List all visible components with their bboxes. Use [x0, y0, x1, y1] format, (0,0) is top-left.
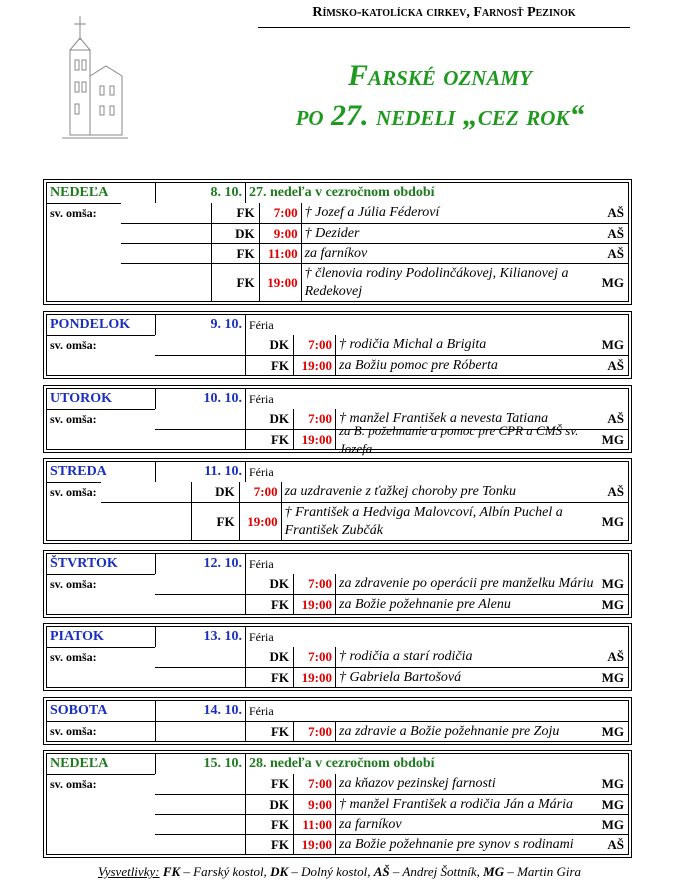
- mass-label: sv. omša:: [50, 485, 97, 499]
- day-name: NEDEĽA: [50, 185, 109, 200]
- mass-priest: MG: [601, 337, 624, 352]
- legend-as-text: – Andrej Šottník,: [389, 864, 484, 879]
- mass-row: [121, 203, 628, 223]
- day-name: PIATOK: [50, 629, 104, 644]
- day-date: 9. 10.: [210, 317, 242, 332]
- mass-row: [155, 422, 628, 456]
- mass-intention: za Božiu pomoc pre Róberta: [339, 357, 498, 373]
- day-note: Féria: [249, 464, 274, 479]
- mass-time: 19:00: [301, 669, 332, 685]
- mass-place: FK: [236, 245, 255, 261]
- mass-time: 7:00: [308, 337, 332, 352]
- mass-priest: MG: [601, 796, 624, 812]
- day-note: Féria: [249, 391, 274, 406]
- legend: [0, 864, 679, 880]
- mass-time: 19:00: [301, 431, 332, 447]
- day-date: 15. 10.: [203, 756, 242, 771]
- day-header-row: [47, 315, 628, 335]
- mass-group: [47, 335, 628, 375]
- mass-row: [155, 814, 628, 834]
- mass-time: 11:00: [267, 245, 298, 261]
- mass-place: FK: [270, 596, 289, 612]
- day-note: Féria: [249, 556, 274, 571]
- legend-mg: MG: [483, 864, 505, 879]
- mass-place: FK: [270, 776, 289, 791]
- day-header-row: [47, 183, 628, 203]
- day-block-wednesday: [43, 458, 632, 544]
- legend-as: AŠ: [373, 864, 390, 879]
- mass-priest: AŠ: [607, 205, 624, 220]
- mass-row: [155, 574, 628, 594]
- mass-place: DK: [269, 796, 289, 812]
- mass-priest: MG: [601, 723, 624, 739]
- day-header-row: [47, 554, 628, 574]
- mass-time: 7:00: [253, 484, 278, 499]
- day-note: Féria: [249, 629, 274, 644]
- mass-time: 19:00: [301, 596, 332, 612]
- mass-intention: za uzdravenie z ťažkej choroby pre Tonku: [284, 484, 517, 499]
- mass-intention: za farníkov: [339, 816, 402, 832]
- mass-priest: AŠ: [607, 836, 624, 852]
- mass-time: 7:00: [308, 776, 332, 791]
- legend-fk-text: – Farský kostol,: [180, 864, 271, 879]
- mass-intention: za kňazov pezinskej farnosti: [339, 776, 496, 791]
- day-name: UTOROK: [50, 391, 112, 406]
- mass-label: sv. omša:: [50, 777, 97, 791]
- day-block-saturday: [43, 697, 632, 745]
- mass-place: DK: [269, 576, 289, 591]
- church-tower-icon: [60, 10, 130, 145]
- mass-time: 9:00: [308, 796, 332, 812]
- mass-priest: MG: [601, 816, 624, 832]
- day-name: SOBOTA: [50, 703, 108, 718]
- mass-priest: AŠ: [607, 649, 624, 664]
- mass-row: [47, 721, 628, 741]
- mass-intention: † manžel František a rodičia Ján a Mária: [339, 796, 573, 812]
- day-header-row: [47, 701, 628, 721]
- mass-row: [155, 667, 628, 687]
- mass-row: [121, 243, 628, 263]
- mass-priest: MG: [601, 669, 624, 685]
- mass-row: [155, 647, 628, 667]
- mass-priest: AŠ: [607, 484, 624, 499]
- mass-place: FK: [270, 669, 289, 685]
- day-header-row: [47, 389, 628, 409]
- day-name: ŠTVRTOK: [50, 556, 118, 571]
- mass-time: 7:00: [308, 649, 332, 664]
- mass-priest: MG: [601, 513, 624, 529]
- mass-row: [155, 594, 628, 614]
- mass-time: 9:00: [273, 225, 298, 241]
- mass-place: DK: [269, 337, 289, 352]
- mass-time: 7:00: [308, 576, 332, 591]
- day-note: Féria: [249, 317, 274, 332]
- mass-intention: za Božie požehnanie pre synov s rodinami: [339, 836, 574, 852]
- day-date: 10. 10.: [203, 391, 242, 406]
- mass-group: [47, 574, 628, 614]
- mass-intention: za Božie požehnanie pre Alenu: [339, 596, 511, 612]
- mass-row: [121, 263, 628, 301]
- mass-priest: MG: [601, 431, 624, 447]
- mass-place: FK: [236, 274, 255, 290]
- mass-place: DK: [269, 411, 289, 426]
- legend-fk: FK: [162, 864, 181, 879]
- mass-group: [47, 774, 628, 854]
- day-block-tuesday: [43, 385, 632, 456]
- day-date: 11. 10.: [204, 464, 242, 479]
- legend-label: Vysvetlivky:: [97, 864, 160, 879]
- mass-intention: † členovia rodiny Podolinčákovej, Kilianovej a Redekovej: [304, 265, 569, 299]
- mass-row: [155, 774, 628, 794]
- mass-priest: MG: [601, 274, 624, 290]
- mass-place: FK: [236, 205, 255, 220]
- parish-name: Rímsko-katolícka cirkev, Farnosť Pezinok: [312, 5, 576, 20]
- day-date: 14. 10.: [203, 703, 242, 718]
- mass-row: [155, 335, 628, 355]
- day-header-row: [47, 627, 628, 647]
- mass-time: 19:00: [267, 274, 298, 290]
- mass-place: FK: [270, 723, 289, 739]
- mass-intention: † Jozef a Júlia Féderoví: [304, 205, 440, 220]
- mass-label: sv. omša:: [50, 650, 97, 664]
- day-block-sunday-15: [43, 750, 632, 858]
- mass-time: 11:00: [302, 816, 332, 832]
- day-name: NEDEĽA: [50, 756, 109, 771]
- day-note: 27. nedeľa v cezročnom období: [249, 185, 435, 200]
- mass-intention: za zdravie a Božie požehnanie pre Zoju: [339, 723, 560, 739]
- legend-mg-text: – Martin Gira: [504, 864, 582, 879]
- mass-row: [155, 355, 628, 375]
- legend-dk-text: – Dolný kostol,: [288, 864, 374, 879]
- legend-dk: DK: [270, 864, 289, 879]
- mass-row: [101, 502, 628, 540]
- mass-place: FK: [216, 513, 235, 529]
- day-date: 13. 10.: [203, 629, 242, 644]
- mass-intention: za zdravenie po operácii pre manželku Máriu: [339, 576, 594, 591]
- mass-place: DK: [215, 484, 235, 499]
- mass-time: 19:00: [247, 513, 278, 529]
- mass-place: FK: [270, 431, 289, 447]
- header-rule: [258, 27, 630, 28]
- day-note: Féria: [249, 703, 274, 718]
- mass-priest: MG: [601, 596, 624, 612]
- page-title: Farské oznamy: [348, 59, 532, 92]
- mass-time: 19:00: [301, 357, 332, 373]
- mass-time: 7:00: [308, 411, 332, 426]
- day-name: PONDELOK: [50, 317, 131, 332]
- mass-label: sv. omša:: [50, 206, 97, 220]
- mass-priest: AŠ: [607, 357, 624, 373]
- mass-place: DK: [269, 649, 289, 664]
- mass-label: sv. omša:: [50, 338, 97, 352]
- day-name: STREDA: [50, 464, 107, 479]
- day-note: 28. nedeľa v cezročnom období: [249, 756, 435, 771]
- mass-intention: † rodičia a starí rodičia: [339, 649, 473, 664]
- mass-group: [47, 409, 628, 456]
- mass-group: [47, 647, 628, 687]
- mass-priest: MG: [601, 576, 624, 591]
- mass-place: FK: [270, 816, 289, 832]
- mass-intention: za farníkov: [304, 245, 368, 261]
- page-subtitle: po 27. nedeli „cez rok“: [295, 99, 585, 132]
- mass-intention: † manžel František a nevesta Tatiana: [339, 411, 549, 426]
- day-block-sunday-8: [43, 179, 632, 305]
- mass-priest: AŠ: [607, 411, 624, 426]
- mass-time: 7:00: [308, 723, 332, 739]
- day-date: 12. 10.: [203, 556, 242, 571]
- day-header-row: [47, 462, 628, 482]
- day-date: 8. 10.: [210, 185, 242, 200]
- mass-row: [155, 794, 628, 814]
- mass-priest: MG: [601, 776, 624, 791]
- mass-intention: † Gabriela Bartošová: [339, 669, 462, 685]
- day-block-monday: [43, 311, 632, 379]
- mass-intention: † Dezider: [304, 225, 360, 241]
- mass-row: [155, 834, 628, 854]
- mass-intention: † František a Hedviga Malovcoví, Albín Puchel a František Zubčák: [284, 504, 563, 538]
- mass-group: [47, 203, 628, 301]
- mass-label: sv. omša:: [50, 412, 97, 426]
- day-block-friday: [43, 623, 632, 691]
- mass-priest: AŠ: [607, 245, 624, 261]
- mass-row: [121, 223, 628, 243]
- mass-intention: za B. požehnanie a pomoc pre CPR a CMŠ sv. Jozefa: [339, 422, 579, 456]
- mass-time: 19:00: [301, 836, 332, 852]
- mass-intention: † rodičia Michal a Brigita: [339, 337, 487, 352]
- mass-group: [47, 482, 628, 540]
- mass-time: 7:00: [273, 205, 298, 220]
- mass-place: FK: [270, 836, 289, 852]
- mass-label: sv. omša:: [50, 724, 97, 738]
- day-header-row: [47, 754, 628, 774]
- mass-row: [101, 482, 628, 502]
- day-block-thursday: [43, 550, 632, 618]
- mass-priest: AŠ: [607, 225, 624, 241]
- mass-place: FK: [270, 357, 289, 373]
- mass-place: DK: [235, 225, 255, 241]
- mass-label: sv. omša:: [50, 577, 97, 591]
